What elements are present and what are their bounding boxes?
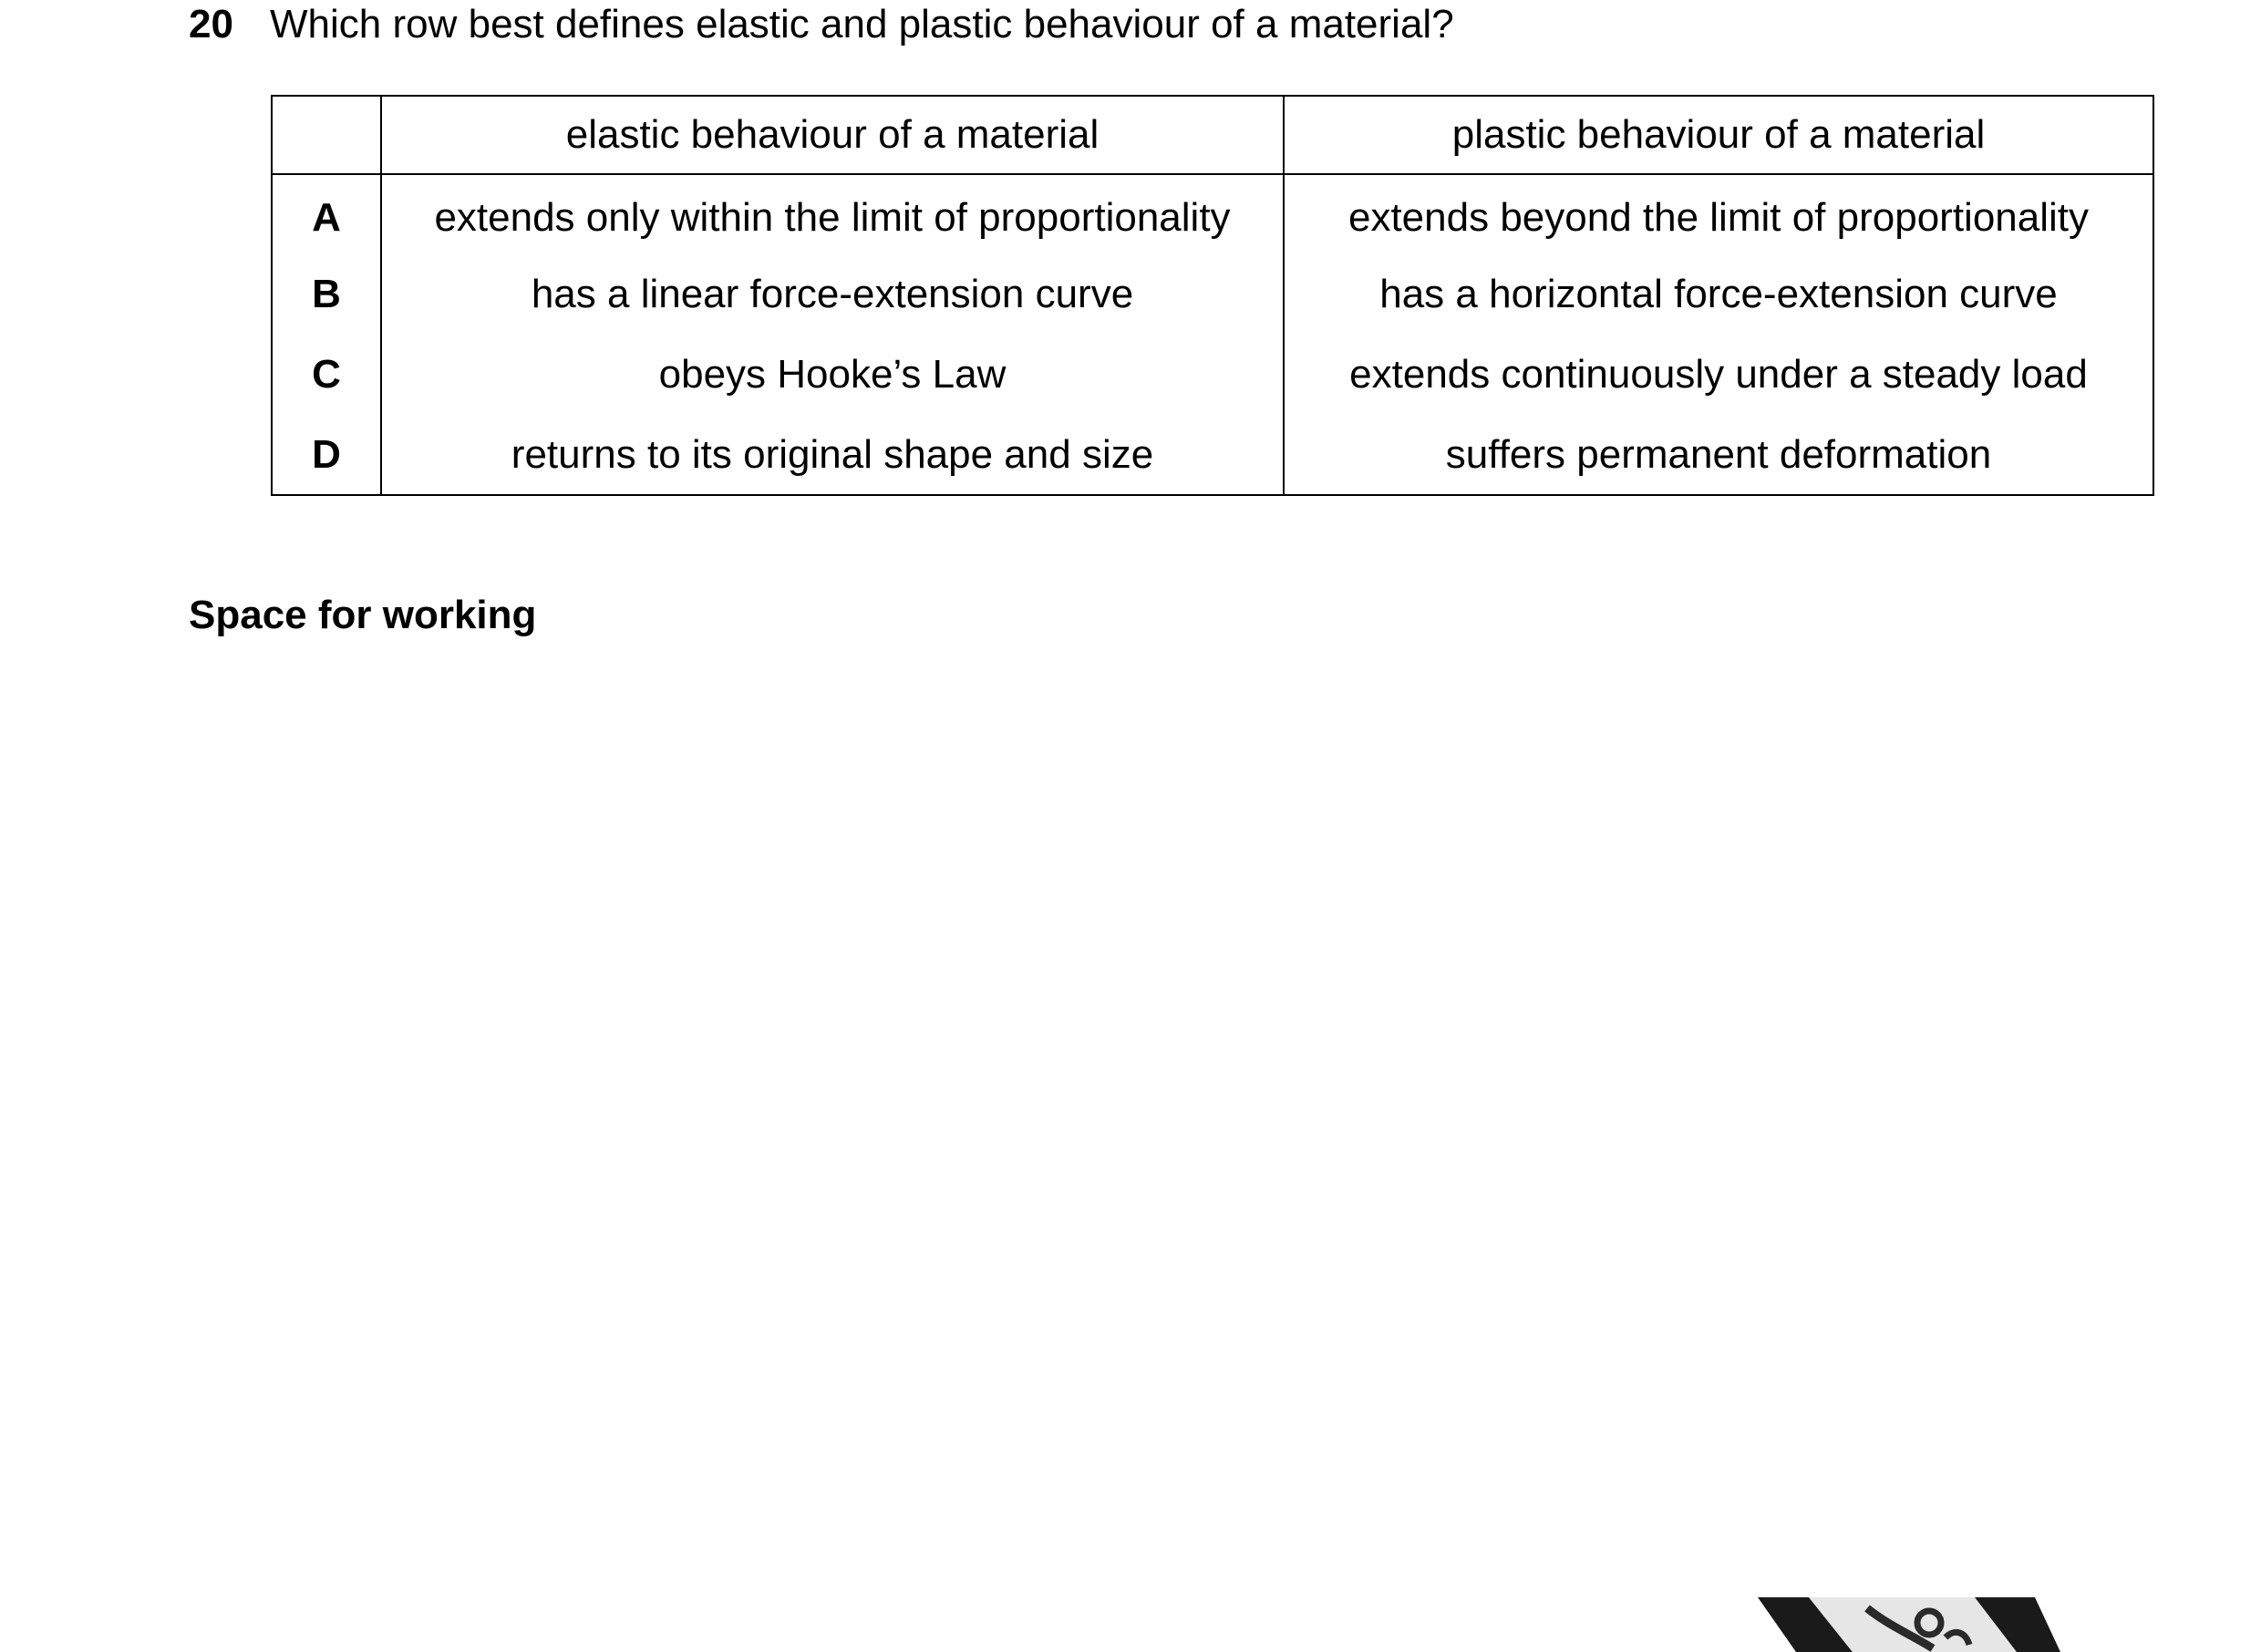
corner-barcode-mark	[1750, 1597, 2060, 1652]
row-plastic: has a horizontal force-extension curve	[1284, 254, 2153, 335]
question-number: 20	[189, 2, 233, 46]
header-elastic: elastic behaviour of a material	[381, 96, 1284, 174]
row-plastic: extends continuously under a steady load	[1284, 335, 2153, 415]
table-header-row	[272, 96, 2153, 174]
row-letter: C	[272, 335, 381, 415]
row-elastic: extends only within the limit of proportionality	[381, 174, 1284, 254]
table-row	[272, 415, 2153, 495]
row-elastic: has a linear force-extension curve	[381, 254, 1284, 335]
working-space-label: Space for working	[189, 593, 537, 637]
header-blank-cell	[272, 96, 381, 174]
row-letter: D	[272, 415, 381, 495]
table-row	[272, 174, 2153, 254]
row-letter: B	[272, 254, 381, 335]
table-row	[272, 254, 2153, 335]
header-plastic: plastic behaviour of a material	[1284, 96, 2153, 174]
row-plastic: suffers permanent deformation	[1284, 415, 2153, 495]
options-table	[271, 95, 2154, 496]
row-plastic: extends beyond the limit of proportionality	[1284, 174, 2153, 254]
table-row	[272, 335, 2153, 415]
question-text: Which row best defines elastic and plastic behaviour of a material?	[270, 2, 1454, 46]
row-letter: A	[272, 174, 381, 254]
row-elastic: obeys Hooke’s Law	[381, 335, 1284, 415]
row-elastic: returns to its original shape and size	[381, 415, 1284, 495]
